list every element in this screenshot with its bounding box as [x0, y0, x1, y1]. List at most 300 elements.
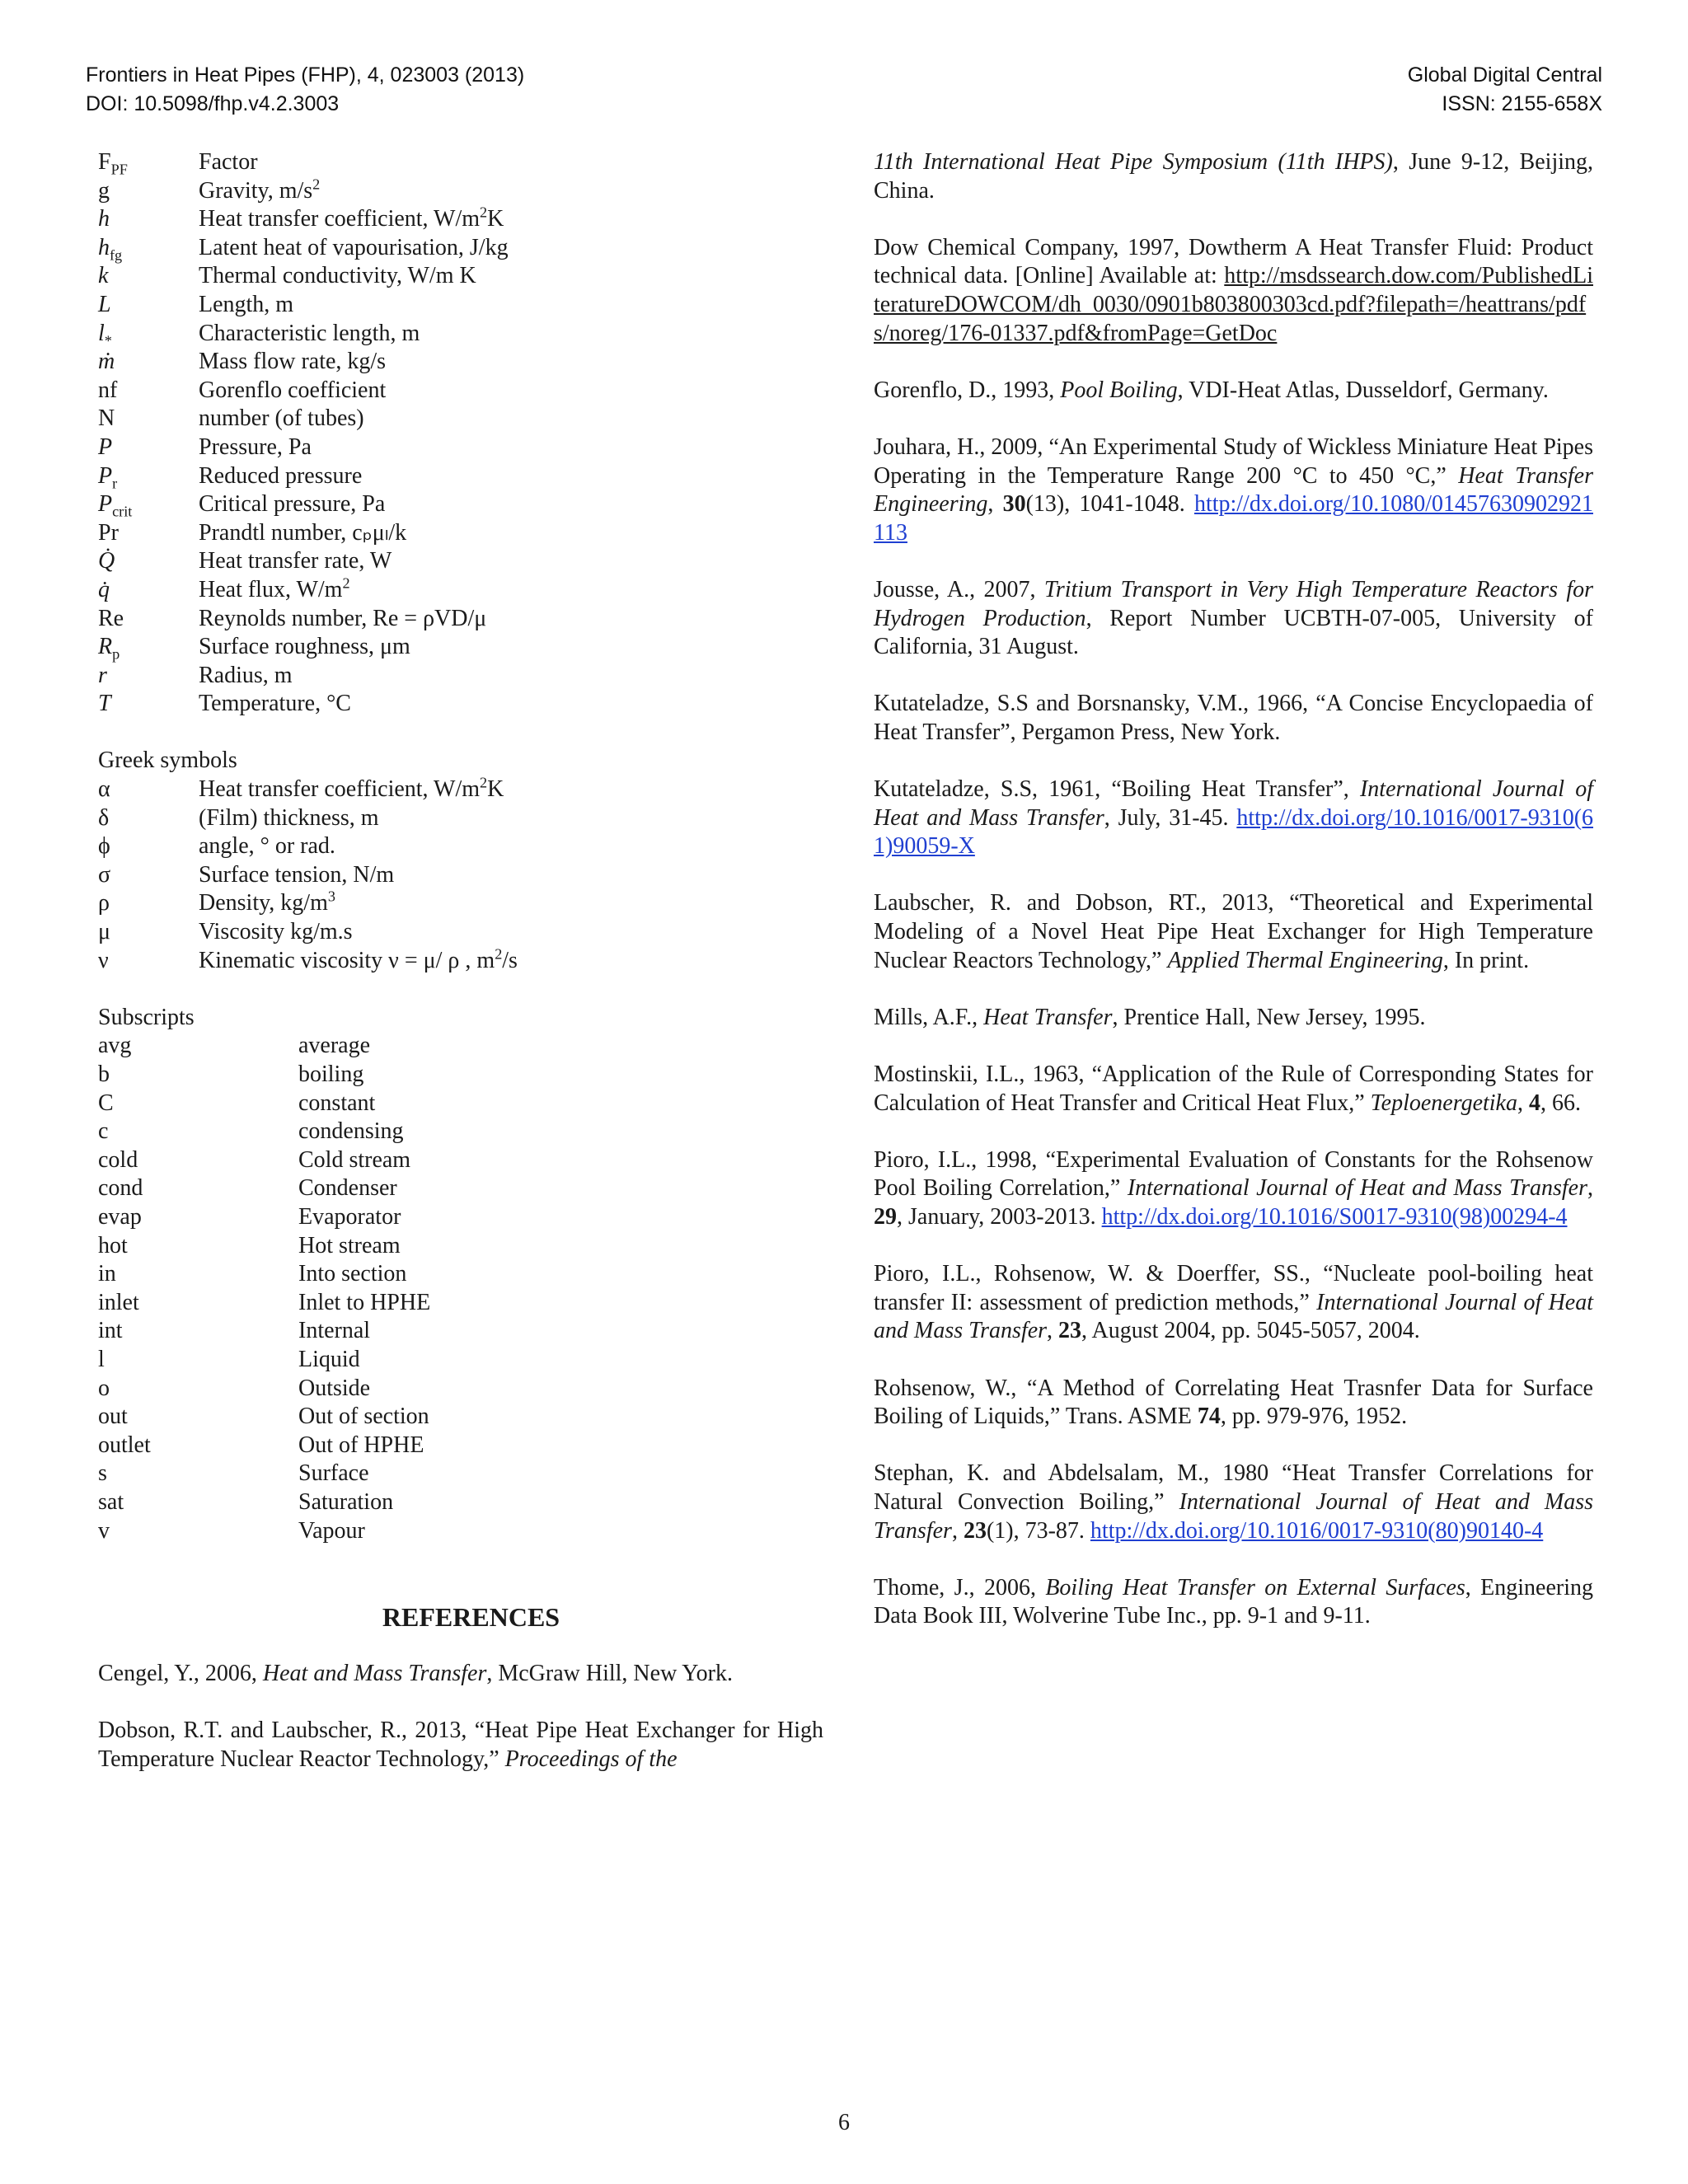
spacer — [98, 719, 823, 748]
symbol-subscript: fg — [110, 246, 123, 264]
subscript-row — [98, 1289, 823, 1318]
reference-text: Gorenflo, D., 1993, — [874, 377, 1061, 403]
symbol-description — [199, 605, 823, 634]
doi-line: DOI: 10.5098/fhp.v4.2.3003 — [86, 92, 340, 115]
symbol — [98, 662, 199, 691]
symbol — [98, 861, 199, 890]
subscript-row — [98, 1032, 823, 1061]
description-text: Mass flow rate, kg/s — [199, 349, 387, 375]
subscript-row — [98, 1346, 823, 1375]
symbol — [98, 547, 199, 576]
subscript-row — [98, 1260, 823, 1289]
symbol-description — [199, 205, 823, 234]
reference-link[interactable]: http://msdssearch.dow.com/PublishedLiteratureDOWCOM/dh_0030/0901b803800303cd.pdf?filepath=/heattrans/pdfs/noreg/176-01337.pdf&fromPage=GetDoc — [874, 263, 1593, 346]
symbol — [98, 234, 199, 263]
symbol-main: δ — [98, 804, 110, 831]
reference-entry — [874, 1375, 1593, 1432]
nomenclature-row — [98, 148, 823, 177]
subscript-symbol: hot — [98, 1232, 128, 1258]
subscript-symbol: b — [98, 1062, 110, 1087]
reference-title: International Journal of Heat and Mass Transfer — [874, 1289, 1594, 1344]
reference-text: , — [1517, 1090, 1529, 1116]
symbol — [98, 377, 199, 405]
description-text: number (of tubes) — [199, 405, 364, 432]
description-text: Temperature, °C — [199, 691, 351, 717]
nomenclature-row — [98, 377, 823, 405]
symbol-main: P — [98, 434, 113, 460]
reference-entry — [98, 1660, 823, 1689]
reference-link[interactable]: http://dx.doi.org/10.1080/01457630902921113 — [874, 491, 1593, 546]
symbol-main: P — [98, 462, 113, 489]
reference-text: , — [1047, 1318, 1059, 1344]
description-text: Heat transfer coefficient, W/m — [199, 206, 481, 232]
symbol — [98, 633, 199, 662]
subscript-description: Internal — [298, 1318, 371, 1344]
nomenclature-row — [98, 462, 823, 491]
symbol — [98, 177, 199, 206]
left-column — [98, 148, 823, 1802]
references-heading: REFERENCES — [382, 1602, 560, 1633]
subscript-symbol: c — [98, 1118, 109, 1145]
references-right — [874, 148, 1593, 1631]
reference-entry — [874, 1146, 1593, 1232]
description-text: Viscosity kg/m.s — [199, 919, 353, 945]
reference-text: Pioro, I.L., Rohsenow, W. & Doerffer, SS., “Nucleate pool-boiling heat transfer II: assessment of prediction methods,” — [874, 1261, 1593, 1315]
symbol-description — [199, 377, 823, 405]
subscript-symbol: evap — [98, 1203, 142, 1230]
spacer — [98, 975, 823, 1004]
description-text: Surface roughness, μm — [199, 634, 410, 660]
symbol-main: ϕ — [98, 833, 110, 860]
symbol-description — [199, 776, 823, 804]
subscript-description: Liquid — [298, 1346, 360, 1372]
nomenclature-row — [98, 234, 823, 263]
reference-volume: 23 — [1058, 1318, 1082, 1344]
subscript-symbol: cond — [98, 1175, 143, 1202]
reference-text: , June 9-12, Beijing, China. — [874, 149, 1594, 204]
reference-title: International Journal of Heat and Mass Transfer — [874, 1488, 1593, 1544]
symbol-description — [199, 148, 823, 177]
symbol-description — [199, 434, 823, 462]
reference-entry — [98, 1717, 823, 1774]
nomenclature-row — [98, 405, 823, 434]
reference-text: Rohsenow, W., “A Method of Correlating Heat Trasnfer Data for Surface Boiling of Liquids,” Trans. ASME — [874, 1375, 1593, 1430]
reference-entry — [874, 1260, 1593, 1346]
reference-entry — [874, 234, 1593, 348]
description-text: Length, m — [199, 291, 294, 317]
description-text: Reynolds number, Re = ρVD/μ — [199, 605, 487, 631]
nomenclature-row — [98, 690, 823, 719]
symbol — [98, 405, 199, 434]
description-text: Gravity, m/s — [199, 177, 313, 204]
reference-title: Tritium Transport in Very High Temperature Reactors for Hydrogen Production — [874, 576, 1593, 631]
symbol-description — [199, 262, 823, 291]
symbol-main: α — [98, 776, 110, 803]
subscript-symbol: v — [98, 1517, 110, 1544]
description-text: Density, kg/m — [199, 890, 328, 916]
reference-text: , Engineering Data Book III, Wolverine Tube Inc., pp. 9-1 and 9-11. — [874, 1574, 1593, 1629]
reference-title: Proceedings of the — [504, 1746, 678, 1773]
nomenclature-row — [98, 547, 823, 576]
reference-title: Teploenergetika — [1370, 1090, 1517, 1116]
subscript-symbol: C — [98, 1090, 114, 1116]
reference-text: , In print. — [1442, 947, 1530, 973]
reference-entry — [874, 776, 1593, 861]
symbol — [98, 490, 199, 519]
nomenclature-row — [98, 291, 823, 320]
subscript-row — [98, 1432, 823, 1460]
symbol — [98, 291, 199, 320]
reference-entry — [874, 1460, 1593, 1545]
description-text: Surface tension, N/m — [199, 861, 395, 888]
description-text: Radius, m — [199, 662, 293, 688]
reference-text: , — [987, 491, 1003, 518]
subscript-description: Into section — [298, 1261, 407, 1287]
description-text: Pressure, Pa — [199, 434, 312, 460]
nomenclature-row — [98, 576, 823, 605]
description-text: Thermal conductivity, W/m K — [199, 263, 476, 289]
symbol-main: q̇ — [98, 576, 110, 602]
reference-text: (13), 1041-1048. — [1025, 491, 1194, 518]
subscript-description: Out of section — [298, 1404, 429, 1430]
symbol-description — [199, 462, 823, 491]
greek-symbol-row — [98, 889, 823, 918]
greek-symbols-heading: Greek symbols — [98, 748, 237, 774]
nomenclature-row — [98, 205, 823, 234]
subscript-description: Cold stream — [298, 1146, 411, 1173]
symbol-description — [199, 547, 823, 576]
reference-text: Mostinskii, I.L., 1963, “Application of the Rule of Corresponding States for Calculation of Heat Transfer and Critical Heat Flux,” — [874, 1062, 1593, 1116]
subscript-row — [98, 1488, 823, 1517]
symbol-main: Q̇ — [98, 548, 115, 574]
symbol-main: P — [98, 491, 113, 518]
subscript-row — [98, 1174, 823, 1203]
subscript-description: Inlet to HPHE — [298, 1289, 431, 1315]
subscript-description: Hot stream — [298, 1232, 401, 1258]
reference-text: , — [1587, 1175, 1594, 1202]
greek-symbol-row — [98, 804, 823, 833]
description-text-tail: /s — [502, 947, 518, 973]
symbol-description — [199, 405, 823, 434]
symbol-description — [199, 576, 823, 605]
nomenclature-row — [98, 262, 823, 291]
subscript-symbol: cold — [98, 1146, 138, 1173]
reference-text: , Prentice Hall, New Jersey, 1995. — [1112, 1004, 1426, 1030]
symbol — [98, 205, 199, 234]
subscript-description: Evaporator — [298, 1203, 401, 1230]
reference-text: Dobson, R.T. and Laubscher, R., 2013, “Heat Pipe Heat Exchanger for High Temperature Nuclear Reactor Technology,” — [98, 1718, 823, 1773]
description-text: Latent heat of vapourisation, J/kg — [199, 234, 509, 260]
reference-text: , Report Number UCBTH-07-005, University of California, 31 August. — [874, 605, 1593, 660]
reference-text: Thome, J., 2006, — [874, 1574, 1046, 1601]
subscript-row — [98, 1460, 823, 1488]
reference-text: Jousse, A., 2007, — [874, 576, 1044, 602]
symbol — [98, 918, 199, 947]
symbol-description — [199, 804, 823, 833]
subscript-description: Out of HPHE — [298, 1432, 424, 1458]
subscript-row — [98, 1403, 823, 1432]
subscript-description: Outside — [298, 1375, 371, 1401]
description-text: (Film) thickness, m — [199, 804, 379, 831]
reference-text: Jouhara, H., 2009, “An Experimental Study of Wickless Miniature Heat Pipes Operating in the Temperature Range 200 °C to 450 °C,” — [874, 434, 1593, 489]
reference-title: Heat Transfer — [983, 1004, 1113, 1030]
reference-title: International Journal of Heat and Mass Transfer — [1127, 1175, 1588, 1202]
reference-entry — [874, 576, 1593, 662]
subscript-description: Surface — [298, 1460, 369, 1487]
nomenclature-row — [98, 320, 823, 349]
symbol-main: ν — [98, 947, 109, 973]
subscript-row — [98, 1118, 823, 1146]
subscript-row — [98, 1203, 823, 1232]
subscripts-heading: Subscripts — [98, 1004, 195, 1030]
description-text: Characteristic length, m — [199, 320, 420, 346]
reference-text: , July, 31-45. — [1104, 804, 1237, 831]
reference-title: Applied Thermal Engineering — [1167, 947, 1443, 973]
greek-symbol-row — [98, 918, 823, 947]
subscript-symbol: inlet — [98, 1289, 139, 1315]
reference-text: , January, 2003-2013. — [897, 1203, 1102, 1230]
subscript-row — [98, 1146, 823, 1175]
greek-symbol-row — [98, 947, 823, 976]
symbol-main: Pr — [98, 519, 119, 546]
symbol — [98, 832, 199, 861]
symbol-main: ṁ — [98, 349, 115, 375]
reference-volume: 4 — [1528, 1090, 1540, 1116]
symbol-main: L — [98, 291, 111, 317]
right-column — [874, 148, 1593, 1659]
symbol-main: l — [98, 320, 105, 346]
symbol-main: T — [98, 691, 111, 717]
subscript-row — [98, 1090, 823, 1118]
symbol-description — [199, 320, 823, 349]
subscript-description: condensing — [298, 1118, 404, 1145]
symbol — [98, 348, 199, 377]
reference-volume: 29 — [874, 1203, 897, 1230]
symbol-subscript: crit — [112, 503, 133, 520]
symbol-description — [199, 947, 823, 976]
page-number: 6 — [838, 2110, 850, 2135]
description-text-tail: K — [487, 776, 504, 803]
references-left — [98, 1660, 823, 1774]
reference-text: , — [951, 1517, 964, 1544]
symbol-description — [199, 889, 823, 918]
reference-title: Heat Transfer Engineering — [874, 462, 1593, 518]
symbol-main: F — [98, 149, 111, 175]
reference-link[interactable]: http://dx.doi.org/10.1016/0017-9310(61)90059-X — [874, 804, 1594, 860]
subscript-symbol: s — [98, 1460, 107, 1487]
symbol — [98, 320, 199, 349]
reference-entry — [874, 1004, 1593, 1033]
symbol-description — [199, 291, 823, 320]
reference-title: Pool Boiling — [1060, 377, 1178, 403]
description-text: Prandtl number, cₚμₗ/k — [199, 519, 407, 546]
symbol-description — [199, 832, 823, 861]
subscript-row — [98, 1517, 823, 1546]
greek-symbol-row — [98, 832, 823, 861]
symbol — [98, 804, 199, 833]
reference-entry — [874, 1061, 1593, 1118]
subscript-row — [98, 1317, 823, 1346]
reference-text: Dow Chemical Company, 1997, Dowtherm A Heat Transfer Fluid: Product technical data. [Online] Available at: — [874, 234, 1593, 289]
symbol-description — [199, 234, 823, 263]
description-superscript: 2 — [495, 945, 503, 963]
subscript-description: Vapour — [298, 1517, 365, 1544]
subscript-symbol: l — [98, 1346, 105, 1372]
reference-text: , pp. 979-976, 1952. — [1220, 1404, 1408, 1430]
symbol-description — [199, 690, 823, 719]
symbol-description — [199, 861, 823, 890]
symbol-description — [199, 662, 823, 691]
subscript-row — [98, 1232, 823, 1261]
subscript-description: constant — [298, 1090, 376, 1116]
reference-text: Kutateladze, S.S, 1961, “Boiling Heat Transfer”, — [874, 776, 1360, 803]
symbol-description — [199, 918, 823, 947]
subscript-symbol: out — [98, 1404, 128, 1430]
reference-link[interactable]: http://dx.doi.org/10.1016/0017-9310(80)90140-4 — [1090, 1517, 1544, 1544]
subscript-symbol: int — [98, 1318, 123, 1344]
nomenclature-row — [98, 662, 823, 691]
symbol-main: ρ — [98, 890, 110, 916]
description-text: Kinematic viscosity ν = μ/ ρ , m — [199, 947, 495, 973]
symbol-main: Re — [98, 605, 124, 631]
subscript-description: Saturation — [298, 1488, 394, 1515]
symbol — [98, 519, 199, 548]
description-text: Heat transfer rate, W — [199, 548, 392, 574]
reference-entry — [874, 690, 1593, 747]
subscript-description: Condenser — [298, 1175, 397, 1202]
symbol-main: k — [98, 263, 109, 289]
nomenclature-row — [98, 177, 823, 206]
description-superscript: 2 — [342, 574, 350, 592]
description-text: angle, ° or rad. — [199, 833, 335, 860]
reference-title: Heat and Mass Transfer — [262, 1661, 487, 1687]
subscript-symbol: o — [98, 1375, 110, 1401]
issn-line: ISSN: 2155-658X — [1442, 92, 1602, 115]
description-superscript: 3 — [327, 888, 335, 906]
reference-volume: 30 — [1002, 491, 1026, 518]
description-superscript: 2 — [480, 204, 488, 221]
description-text: Factor — [199, 149, 258, 175]
reference-volume: 74 — [1197, 1404, 1221, 1430]
subscript-symbol: sat — [98, 1488, 124, 1515]
symbol-subscript: p — [112, 645, 120, 663]
reference-text: Stephan, K. and Abdelsalam, M., 1980 “Heat Transfer Correlations for Natural Convection Boiling,” — [874, 1460, 1593, 1515]
reference-entry — [874, 434, 1593, 547]
reference-volume: 23 — [963, 1517, 987, 1544]
reference-text: Kutateladze, S.S and Borsnansky, V.M., 1966, “A Concise Encyclopaedia of Heat Transfer”, Pergamon Press, New York. — [874, 691, 1593, 745]
symbol — [98, 947, 199, 976]
symbol-description — [199, 177, 823, 206]
symbol-main: μ — [98, 919, 111, 945]
symbol — [98, 462, 199, 491]
description-text: Heat transfer coefficient, W/m — [199, 776, 481, 803]
subscript-symbol: in — [98, 1261, 116, 1287]
subscript-row — [98, 1061, 823, 1090]
reference-text: Laubscher, R. and Dobson, RT., 2013, “Theoretical and Experimental Modeling of a Novel Heat Pipe Heat Exchanger for High Temperature Nuclear Reactors Technology,” — [874, 890, 1593, 973]
symbol — [98, 148, 199, 177]
symbol-description — [199, 348, 823, 377]
nomenclature-row — [98, 519, 823, 548]
reference-title: Boiling Heat Transfer on External Surfaces — [1045, 1574, 1465, 1601]
symbol — [98, 690, 199, 719]
symbol — [98, 889, 199, 918]
symbol-main: h — [98, 206, 110, 232]
subscript-symbol: avg — [98, 1033, 132, 1059]
reference-text: Pioro, I.L., 1998, “Experimental Evaluation of Constants for the Rohsenow Pool Boiling Correlation,” — [874, 1146, 1593, 1202]
symbol-main: nf — [98, 377, 118, 403]
reference-text: Mills, A.F., — [874, 1004, 984, 1030]
reference-text: , McGraw Hill, New York. — [486, 1661, 734, 1687]
nomenclature-row — [98, 605, 823, 634]
symbol-main: r — [98, 662, 107, 688]
symbol-description — [199, 519, 823, 548]
symbol — [98, 262, 199, 291]
reference-entry — [874, 377, 1593, 405]
reference-entry — [874, 148, 1593, 205]
description-text: Heat flux, W/m — [199, 576, 343, 602]
symbol-main: N — [98, 405, 115, 432]
symbol-description — [199, 633, 823, 662]
reference-link[interactable]: http://dx.doi.org/10.1016/S0017-9310(98)00294-4 — [1101, 1203, 1568, 1230]
subscript-symbol: outlet — [98, 1432, 151, 1458]
subscripts-list — [98, 1032, 823, 1545]
symbol-description — [199, 490, 823, 519]
journal-citation: Frontiers in Heat Pipes (FHP), 4, 023003 (2013) — [86, 63, 525, 87]
symbol-main: g — [98, 177, 110, 204]
reference-text: , VDI-Heat Atlas, Dusseldorf, Germany. — [1177, 377, 1549, 403]
description-text-tail: K — [487, 206, 504, 232]
nomenclature-row — [98, 633, 823, 662]
reference-text: (1), 73-87. — [986, 1517, 1090, 1544]
reference-text: , 66. — [1540, 1090, 1581, 1116]
subscript-row — [98, 1375, 823, 1404]
description-superscript: 2 — [480, 774, 488, 791]
greek-symbol-row — [98, 776, 823, 804]
running-header-right — [1408, 61, 1602, 119]
description-superscript: 2 — [312, 176, 321, 193]
subscript-description: boiling — [298, 1062, 364, 1087]
symbol — [98, 434, 199, 462]
reference-text: , August 2004, pp. 5045-5057, 2004. — [1081, 1318, 1420, 1344]
nomenclature-row — [98, 490, 823, 519]
reference-entry — [874, 889, 1593, 975]
greek-symbols-list — [98, 776, 823, 975]
publisher-name: Global Digital Central — [1407, 63, 1602, 87]
running-header-left — [86, 61, 524, 119]
symbol-subscript: PF — [110, 161, 128, 178]
symbol — [98, 605, 199, 634]
description-text: Gorenflo coefficient — [199, 377, 387, 403]
nomenclature-row — [98, 434, 823, 462]
symbol-main: R — [98, 634, 113, 660]
description-text: Critical pressure, Pa — [199, 491, 386, 518]
description-text: Reduced pressure — [199, 462, 363, 489]
symbol-subscript: r — [112, 475, 118, 492]
nomenclature-row — [98, 348, 823, 377]
nomenclature-list — [98, 148, 823, 719]
symbol-main: h — [98, 234, 110, 260]
greek-symbol-row — [98, 861, 823, 890]
reference-title: 11th International Heat Pipe Symposium (11th IHPS) — [874, 149, 1393, 175]
symbol-main: σ — [98, 861, 111, 888]
reference-entry — [874, 1574, 1593, 1631]
symbol — [98, 576, 199, 605]
reference-title: International Journal of Heat and Mass Transfer — [874, 776, 1593, 831]
symbol — [98, 776, 199, 804]
reference-text: Cengel, Y., 2006, — [98, 1661, 263, 1687]
symbol-subscript: * — [104, 332, 112, 349]
subscript-description: average — [298, 1033, 371, 1059]
